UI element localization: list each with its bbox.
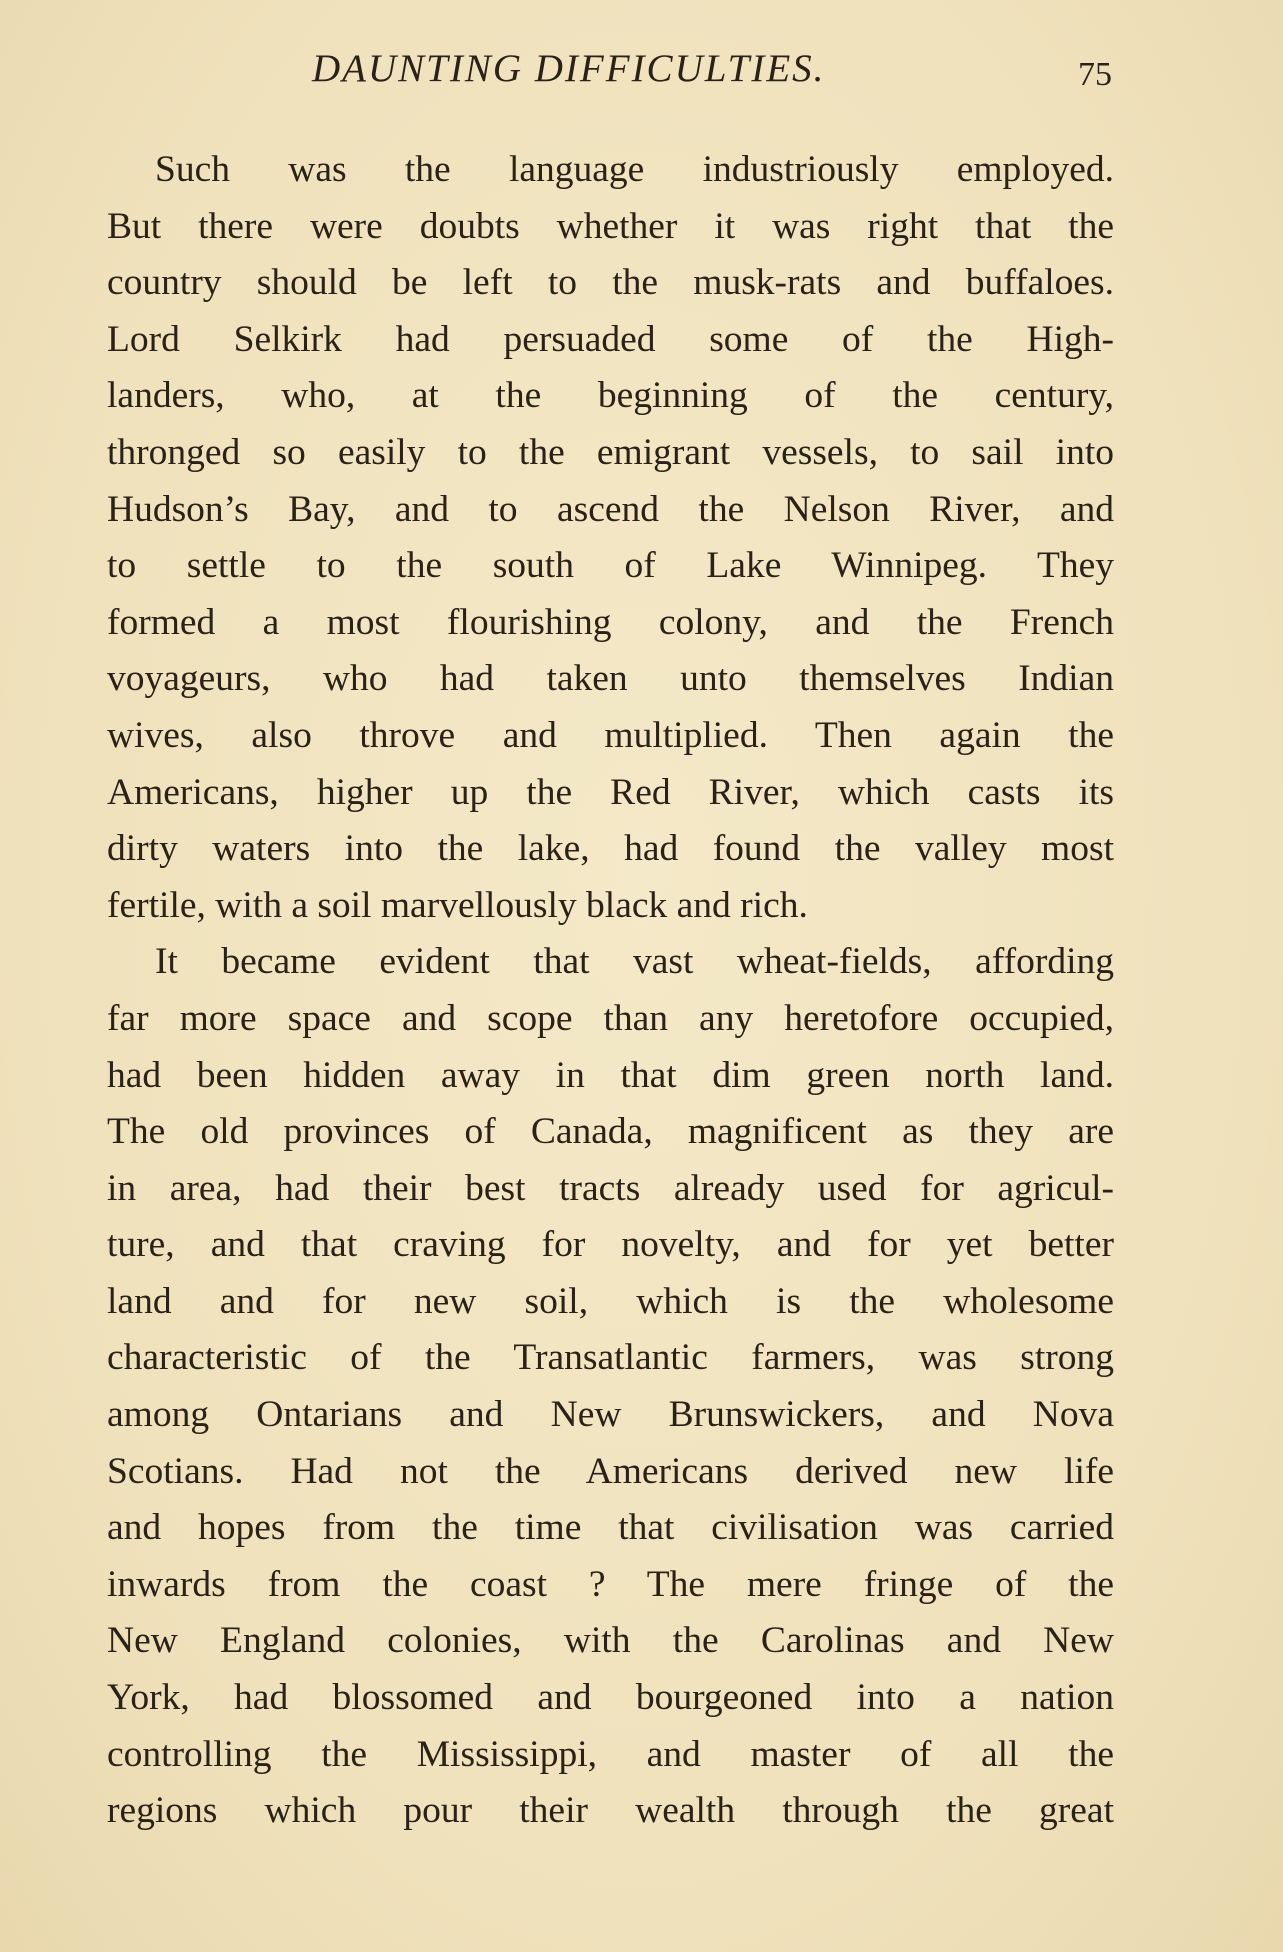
text-line: New England colonies, with the Carolinas and New xyxy=(107,1620,1114,1662)
text-line: Scotians. Had not the Americans derived new life xyxy=(107,1450,1114,1492)
page-number: 75 xyxy=(1078,56,1112,93)
text-line: among Ontarians and New Brunswickers, and Nova xyxy=(107,1394,1114,1436)
text-line: formed a most flourishing colony, and the French xyxy=(107,601,1114,643)
text-line: in area, had their best tracts already used for agricul- xyxy=(107,1167,1114,1209)
text-line: ture, and that craving for novelty, and for yet better xyxy=(107,1224,1114,1266)
text-line: regions which pour their wealth through the great xyxy=(107,1790,1114,1832)
text-line: It became evident that vast wheat-fields, affording xyxy=(155,941,1114,983)
text-line: controlling the Mississippi, and master of all the xyxy=(107,1733,1114,1775)
text-line: and hopes from the time that civilisation was carried xyxy=(107,1507,1114,1549)
text-line: Americans, higher up the Red River, which casts its xyxy=(107,771,1114,813)
text-line: The old provinces of Canada, magnificent as they are xyxy=(107,1111,1114,1153)
text-line: York, had blossomed and bourgeoned into a nation xyxy=(107,1677,1114,1719)
running-head xyxy=(0,42,1283,92)
running-head-title: DAUNTING DIFFICULTIES. xyxy=(312,47,826,90)
text-line: far more space and scope than any heretofore occupied, xyxy=(107,997,1114,1039)
text-line: Such was the language industriously employed. xyxy=(155,149,1114,190)
text-line: dirty waters into the lake, had found the valley most xyxy=(107,828,1114,870)
text-line: country should be left to the musk-rats and buffaloes. xyxy=(107,262,1114,304)
text-line: to settle to the south of Lake Winnipeg. They xyxy=(107,545,1114,587)
body-text xyxy=(107,142,1114,1840)
text-line: had been hidden away in that dim green north land. xyxy=(107,1054,1114,1096)
text-line: fertile, with a soil marvellously black and rich. xyxy=(107,884,808,926)
text-line: Hudson’s Bay, and to ascend the Nelson River, and xyxy=(107,488,1114,530)
text-line: thronged so easily to the emigrant vessels, to sail into xyxy=(107,431,1114,473)
text-line: land and for new soil, which is the wholesome xyxy=(107,1280,1114,1322)
text-line: Lord Selkirk had persuaded some of the High- xyxy=(107,318,1114,360)
text-line: inwards from the coast ? The mere fringe of the xyxy=(107,1563,1114,1605)
text-line: voyageurs, who had taken unto themselves Indian xyxy=(107,658,1114,700)
text-line: landers, who, at the beginning of the century, xyxy=(107,375,1114,417)
text-line: characteristic of the Transatlantic farmers, was strong xyxy=(107,1337,1114,1379)
text-line: But there were doubts whether it was right that the xyxy=(107,205,1114,247)
text-line: wives, also throve and multiplied. Then again the xyxy=(107,714,1114,756)
